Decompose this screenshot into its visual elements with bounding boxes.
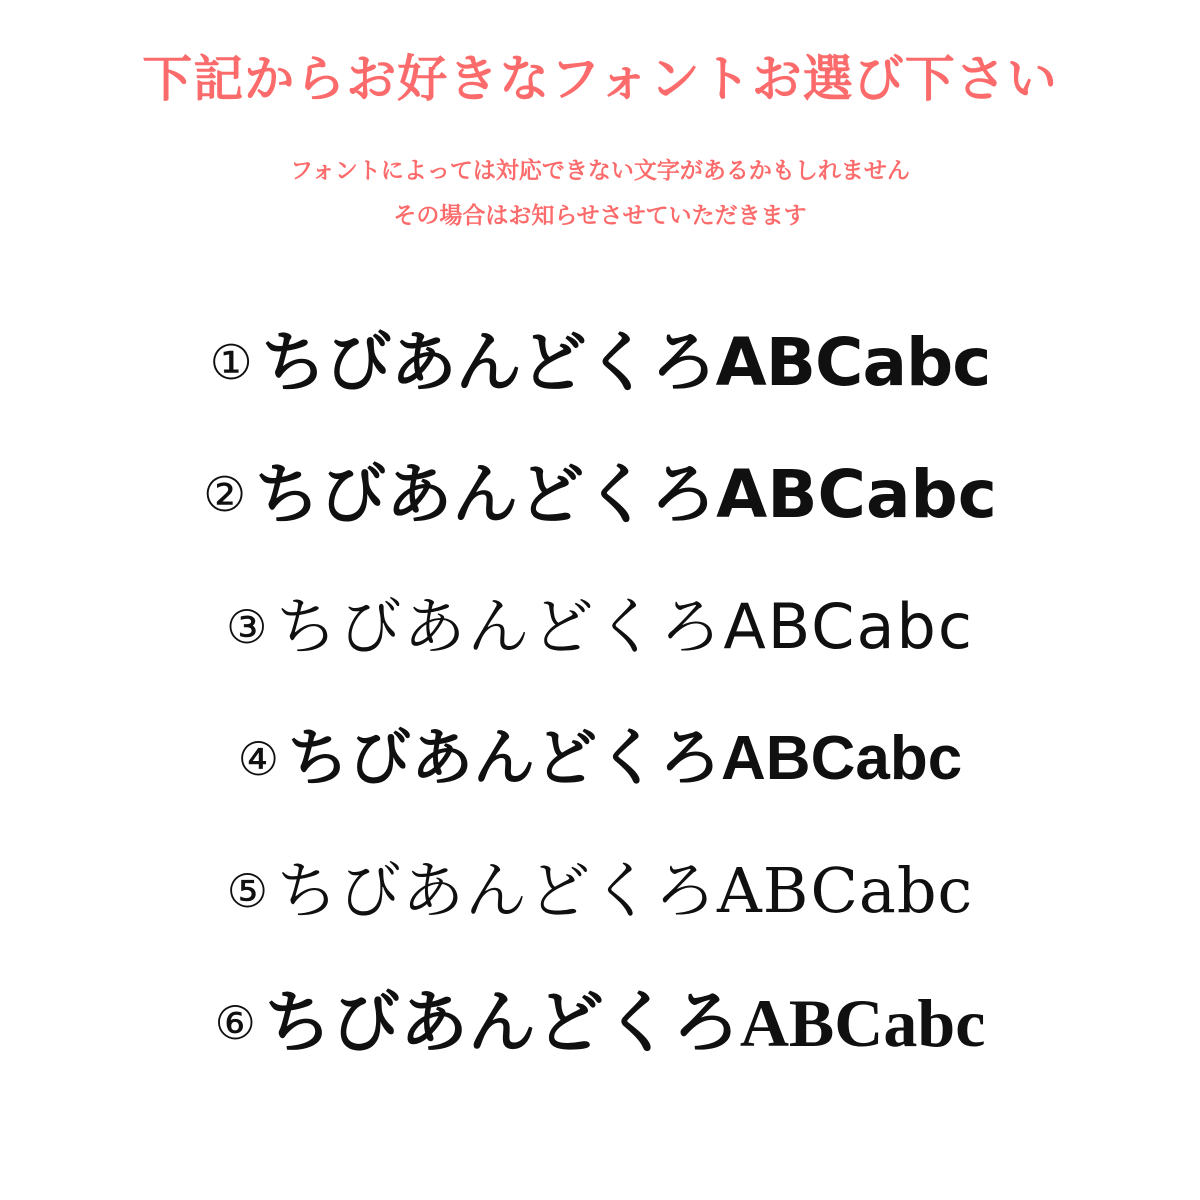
option-number-3: ③ <box>226 599 268 654</box>
option-sample-text-6: ちびあんどくろABCabc <box>263 984 986 1061</box>
notice-text <box>290 149 910 239</box>
option-number-2: ② <box>203 466 247 523</box>
font-sample-option-1[interactable] <box>100 297 1100 429</box>
font-sample-option-2[interactable] <box>100 429 1100 561</box>
font-sample-option-4[interactable] <box>100 693 1100 825</box>
page-title: 下記からお好きなフォントお選び下さい <box>142 50 1058 108</box>
option-number-5: ⑤ <box>226 863 268 918</box>
option-sample-text-2: ちびあんどくろABCabc <box>254 455 997 533</box>
option-sample-text-1: ちびあんどくろABCabc <box>260 323 991 401</box>
option-sample-text-4: ちびあんどくろABCabc <box>287 723 963 793</box>
option-number-6: ⑥ <box>214 995 256 1050</box>
font-sample-option-3[interactable] <box>100 561 1100 693</box>
notice-line-1: フォントによっては対応できない文字があるかもしれません <box>290 158 910 184</box>
notice-line-2: その場合はお知らせさせていただきます <box>393 202 807 229</box>
option-number-4: ④ <box>237 731 280 786</box>
option-sample-text-5: ちびあんどくろABCabc <box>275 853 974 927</box>
font-sample-list <box>100 297 1100 1089</box>
font-sample-option-5[interactable] <box>100 825 1100 957</box>
option-sample-text-3: ちびあんどくろABCabc <box>275 589 974 663</box>
option-number-1: ① <box>209 334 253 391</box>
font-sample-option-6[interactable] <box>100 957 1100 1089</box>
